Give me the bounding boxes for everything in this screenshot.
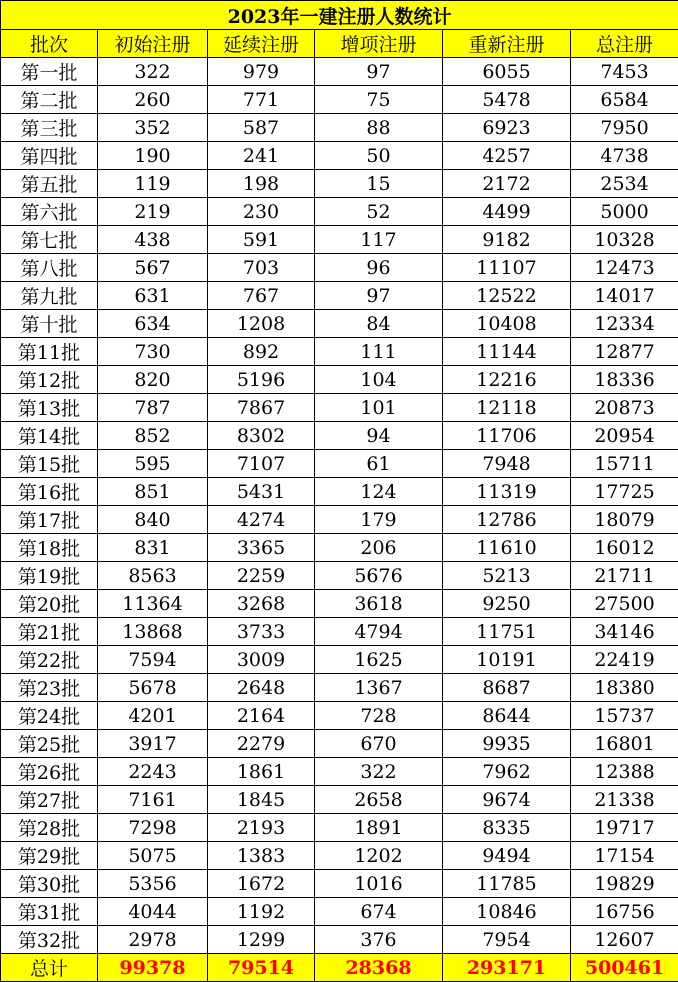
header-renewal: 延续注册 [208,30,315,58]
total-cell: 5000 [571,198,678,226]
renewal-cell: 2164 [208,702,315,730]
total-cell: 16756 [571,898,678,926]
batch-cell: 第15批 [1,450,98,478]
reregistration-cell: 9250 [443,590,571,618]
additional-cell: 1625 [315,646,443,674]
renewal-cell: 7107 [208,450,315,478]
batch-cell: 第27批 [1,786,98,814]
additional-cell: 3618 [315,590,443,618]
initial-cell: 4201 [98,702,208,730]
additional-cell: 101 [315,394,443,422]
additional-cell: 96 [315,254,443,282]
additional-cell: 670 [315,730,443,758]
reregistration-cell: 11706 [443,422,571,450]
table-row [1,702,678,730]
total-cell: 12473 [571,254,678,282]
renewal-cell: 2193 [208,814,315,842]
total-cell: 21711 [571,562,678,590]
table-row [1,310,678,338]
renewal-cell: 979 [208,58,315,86]
total-reregistration: 293171 [443,954,571,982]
reregistration-cell: 7962 [443,758,571,786]
batch-cell: 第五批 [1,170,98,198]
header-total: 总注册 [571,30,678,58]
renewal-cell: 5431 [208,478,315,506]
total-cell: 17725 [571,478,678,506]
reregistration-cell: 8335 [443,814,571,842]
table-row [1,506,678,534]
additional-cell: 97 [315,282,443,310]
table-row [1,254,678,282]
header-additional: 增项注册 [315,30,443,58]
renewal-cell: 1192 [208,898,315,926]
initial-cell: 352 [98,114,208,142]
renewal-cell: 771 [208,86,315,114]
table-row [1,814,678,842]
additional-cell: 15 [315,170,443,198]
renewal-cell: 591 [208,226,315,254]
additional-cell: 1891 [315,814,443,842]
reregistration-cell: 11785 [443,870,571,898]
batch-cell: 第31批 [1,898,98,926]
renewal-cell: 241 [208,142,315,170]
initial-cell: 820 [98,366,208,394]
batch-cell: 第七批 [1,226,98,254]
reregistration-cell: 10408 [443,310,571,338]
total-cell: 4738 [571,142,678,170]
total-cell: 20873 [571,394,678,422]
renewal-cell: 3009 [208,646,315,674]
batch-cell: 第一批 [1,58,98,86]
batch-cell: 第20批 [1,590,98,618]
total-cell: 12877 [571,338,678,366]
renewal-cell: 703 [208,254,315,282]
initial-cell: 2978 [98,926,208,954]
renewal-cell: 1672 [208,870,315,898]
renewal-cell: 3733 [208,618,315,646]
total-initial: 99378 [98,954,208,982]
table-row [1,618,678,646]
renewal-cell: 1845 [208,786,315,814]
additional-cell: 5676 [315,562,443,590]
additional-cell: 75 [315,86,443,114]
batch-cell: 第九批 [1,282,98,310]
renewal-cell: 230 [208,198,315,226]
total-cell: 27500 [571,590,678,618]
batch-cell: 第18批 [1,534,98,562]
reregistration-cell: 5213 [443,562,571,590]
total-cell: 14017 [571,282,678,310]
header-row [1,30,678,58]
batch-cell: 第14批 [1,422,98,450]
initial-cell: 8563 [98,562,208,590]
renewal-cell: 1299 [208,926,315,954]
initial-cell: 631 [98,282,208,310]
batch-cell: 第25批 [1,730,98,758]
additional-cell: 104 [315,366,443,394]
total-cell: 16012 [571,534,678,562]
header-initial: 初始注册 [98,30,208,58]
table-row [1,394,678,422]
reregistration-cell: 11107 [443,254,571,282]
reregistration-cell: 4499 [443,198,571,226]
renewal-cell: 767 [208,282,315,310]
batch-cell: 第24批 [1,702,98,730]
reregistration-cell: 2172 [443,170,571,198]
batch-cell: 第11批 [1,338,98,366]
renewal-cell: 2279 [208,730,315,758]
reregistration-cell: 12216 [443,366,571,394]
total-cell: 6584 [571,86,678,114]
table-row [1,422,678,450]
total-cell: 16801 [571,730,678,758]
initial-cell: 5356 [98,870,208,898]
initial-cell: 851 [98,478,208,506]
table-row [1,534,678,562]
table-body [1,58,678,954]
initial-cell: 831 [98,534,208,562]
total-cell: 10328 [571,226,678,254]
initial-cell: 322 [98,58,208,86]
table-row [1,282,678,310]
table-row [1,450,678,478]
batch-cell: 第30批 [1,870,98,898]
table-row [1,170,678,198]
renewal-cell: 5196 [208,366,315,394]
initial-cell: 840 [98,506,208,534]
reregistration-cell: 7954 [443,926,571,954]
total-label: 总计 [1,954,98,982]
batch-cell: 第四批 [1,142,98,170]
initial-cell: 7298 [98,814,208,842]
additional-cell: 728 [315,702,443,730]
reregistration-cell: 11751 [443,618,571,646]
reregistration-cell: 9494 [443,842,571,870]
reregistration-cell: 6923 [443,114,571,142]
additional-cell: 4794 [315,618,443,646]
batch-cell: 第三批 [1,114,98,142]
additional-cell: 94 [315,422,443,450]
renewal-cell: 2259 [208,562,315,590]
batch-cell: 第十批 [1,310,98,338]
renewal-cell: 1383 [208,842,315,870]
batch-cell: 第22批 [1,646,98,674]
total-cell: 34146 [571,618,678,646]
table-row [1,786,678,814]
additional-cell: 50 [315,142,443,170]
total-row [1,954,678,982]
total-cell: 19829 [571,870,678,898]
additional-cell: 1016 [315,870,443,898]
renewal-cell: 1208 [208,310,315,338]
initial-cell: 11364 [98,590,208,618]
initial-cell: 7161 [98,786,208,814]
reregistration-cell: 7948 [443,450,571,478]
total-cell: 7453 [571,58,678,86]
table-row [1,590,678,618]
additional-cell: 111 [315,338,443,366]
table-row [1,646,678,674]
table-row [1,366,678,394]
additional-cell: 206 [315,534,443,562]
batch-cell: 第21批 [1,618,98,646]
initial-cell: 119 [98,170,208,198]
initial-cell: 634 [98,310,208,338]
header-batch: 批次 [1,30,98,58]
reregistration-cell: 10846 [443,898,571,926]
renewal-cell: 7867 [208,394,315,422]
reregistration-cell: 12118 [443,394,571,422]
initial-cell: 5075 [98,842,208,870]
batch-cell: 第28批 [1,814,98,842]
reregistration-cell: 11144 [443,338,571,366]
renewal-cell: 4274 [208,506,315,534]
table-row [1,114,678,142]
table-row [1,870,678,898]
renewal-cell: 198 [208,170,315,198]
table-row [1,758,678,786]
table-row [1,730,678,758]
batch-cell: 第29批 [1,842,98,870]
table-row [1,58,678,86]
batch-cell: 第12批 [1,366,98,394]
batch-cell: 第二批 [1,86,98,114]
total-renewal: 79514 [208,954,315,982]
initial-cell: 219 [98,198,208,226]
table-row [1,926,678,954]
initial-cell: 190 [98,142,208,170]
header-reregistration: 重新注册 [443,30,571,58]
table-row [1,142,678,170]
reregistration-cell: 10191 [443,646,571,674]
total-cell: 21338 [571,786,678,814]
total-cell: 12334 [571,310,678,338]
initial-cell: 730 [98,338,208,366]
reregistration-cell: 9674 [443,786,571,814]
total-additional: 28368 [315,954,443,982]
initial-cell: 787 [98,394,208,422]
initial-cell: 7594 [98,646,208,674]
reregistration-cell: 6055 [443,58,571,86]
batch-cell: 第17批 [1,506,98,534]
total-cell: 18380 [571,674,678,702]
total-cell: 7950 [571,114,678,142]
batch-cell: 第八批 [1,254,98,282]
batch-cell: 第16批 [1,478,98,506]
initial-cell: 5678 [98,674,208,702]
additional-cell: 322 [315,758,443,786]
reregistration-cell: 11319 [443,478,571,506]
total-cell: 2534 [571,170,678,198]
renewal-cell: 8302 [208,422,315,450]
reregistration-cell: 8687 [443,674,571,702]
batch-cell: 第26批 [1,758,98,786]
additional-cell: 2658 [315,786,443,814]
title-row [1,1,678,30]
renewal-cell: 1861 [208,758,315,786]
total-cell: 18336 [571,366,678,394]
initial-cell: 567 [98,254,208,282]
renewal-cell: 3268 [208,590,315,618]
batch-cell: 第六批 [1,198,98,226]
batch-cell: 第19批 [1,562,98,590]
table-row [1,562,678,590]
additional-cell: 61 [315,450,443,478]
table-row [1,842,678,870]
batch-cell: 第32批 [1,926,98,954]
table-row [1,898,678,926]
total-cell: 20954 [571,422,678,450]
additional-cell: 117 [315,226,443,254]
batch-cell: 第23批 [1,674,98,702]
renewal-cell: 892 [208,338,315,366]
total-cell: 12607 [571,926,678,954]
reregistration-cell: 12522 [443,282,571,310]
initial-cell: 13868 [98,618,208,646]
additional-cell: 179 [315,506,443,534]
reregistration-cell: 12786 [443,506,571,534]
total-cell: 17154 [571,842,678,870]
total-cell: 18079 [571,506,678,534]
additional-cell: 52 [315,198,443,226]
initial-cell: 852 [98,422,208,450]
table-row [1,86,678,114]
total-cell: 12388 [571,758,678,786]
total-sum: 500461 [571,954,678,982]
additional-cell: 84 [315,310,443,338]
reregistration-cell: 8644 [443,702,571,730]
initial-cell: 260 [98,86,208,114]
total-cell: 15737 [571,702,678,730]
additional-cell: 376 [315,926,443,954]
additional-cell: 97 [315,58,443,86]
batch-cell: 第13批 [1,394,98,422]
initial-cell: 4044 [98,898,208,926]
table-row [1,674,678,702]
initial-cell: 438 [98,226,208,254]
additional-cell: 674 [315,898,443,926]
total-cell: 19717 [571,814,678,842]
additional-cell: 1367 [315,674,443,702]
table-row [1,226,678,254]
additional-cell: 1202 [315,842,443,870]
table-title: 2023年一建注册人数统计 [1,1,678,30]
table-row [1,198,678,226]
total-cell: 15711 [571,450,678,478]
reregistration-cell: 5478 [443,86,571,114]
reregistration-cell: 9935 [443,730,571,758]
reregistration-cell: 4257 [443,142,571,170]
initial-cell: 3917 [98,730,208,758]
reregistration-cell: 11610 [443,534,571,562]
renewal-cell: 2648 [208,674,315,702]
initial-cell: 595 [98,450,208,478]
renewal-cell: 587 [208,114,315,142]
table-row [1,338,678,366]
initial-cell: 2243 [98,758,208,786]
total-cell: 22419 [571,646,678,674]
renewal-cell: 3365 [208,534,315,562]
table-row [1,478,678,506]
additional-cell: 88 [315,114,443,142]
reregistration-cell: 9182 [443,226,571,254]
additional-cell: 124 [315,478,443,506]
